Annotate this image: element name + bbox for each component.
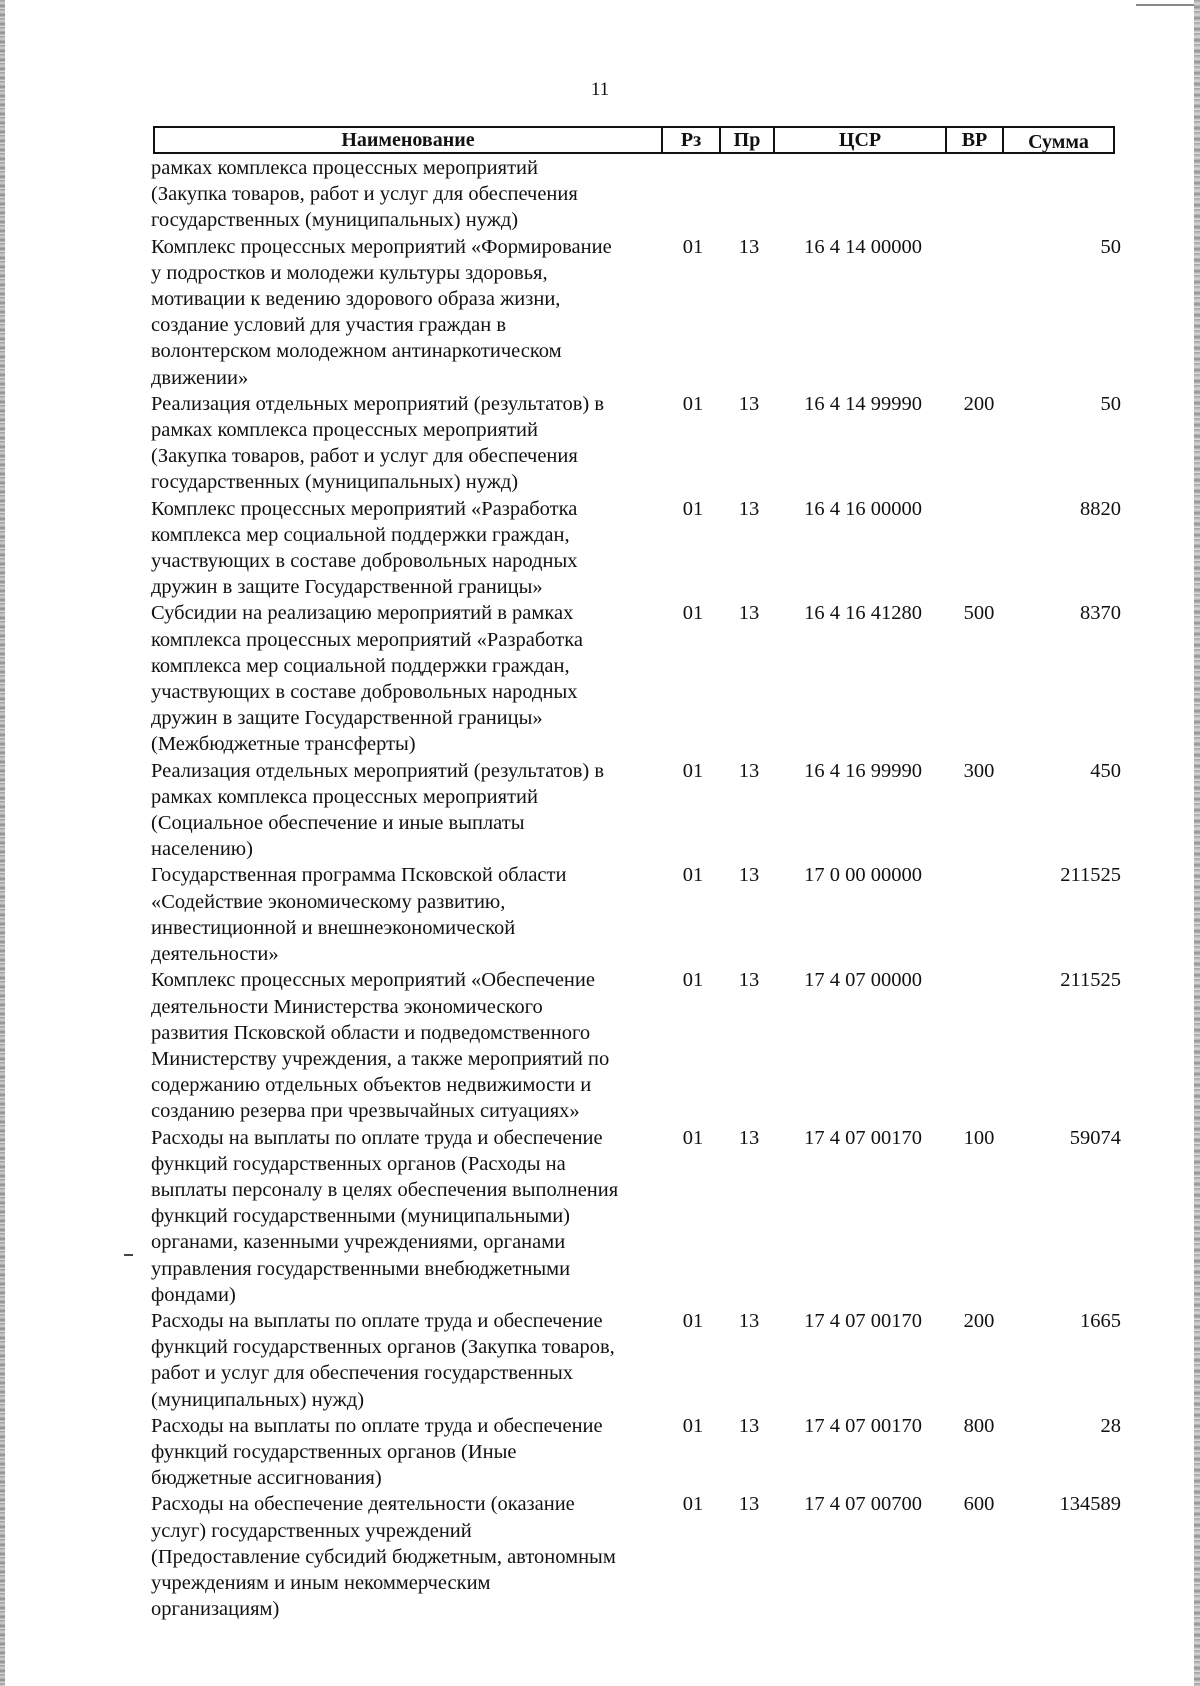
table-row	[151, 1308, 1121, 1413]
row-sum: 450	[1090, 759, 1121, 782]
row-rz: 01	[682, 497, 704, 520]
row-csr: 17 4 07 00000	[804, 969, 922, 992]
row-pr: 13	[738, 1493, 760, 1516]
row-sum: 1665	[1080, 1309, 1121, 1332]
row-rz: 01	[682, 759, 704, 782]
table-row	[151, 234, 1121, 391]
row-pr: 13	[738, 1309, 760, 1332]
row-vr: 200	[963, 1309, 995, 1332]
row-rz: 01	[682, 392, 704, 415]
row-sum: 59074	[1069, 1126, 1121, 1149]
row-csr: 16 4 16 00000	[804, 497, 922, 520]
table-row	[151, 496, 1121, 601]
row-name: Реализация отдельных мероприятий (результатов) в рамках комплекса процессных мероприятий (Социальное обеспечение и иные выплаты населению)	[151, 759, 605, 861]
table-row	[151, 1125, 1121, 1308]
row-rz: 01	[682, 1493, 704, 1516]
row-rz: 01	[682, 602, 704, 625]
table-row	[151, 967, 1121, 1124]
row-csr: 17 4 07 00170	[804, 1126, 922, 1149]
row-name: Комплекс процессных мероприятий «Формирование у подростков и молодежи культуры здоровья, мотивации к ведению здорового образа жизни, создание условий для участия граждан в волонтерском молодежном антинаркотическом движении»	[151, 235, 612, 389]
row-sum: 211525	[1060, 969, 1121, 992]
row-pr: 13	[738, 864, 760, 887]
row-name: Расходы на выплаты по оплате труда и обеспечение функций государственных органов (Закупка товаров, работ и услуг для обеспечения государственных (муниципальных) нужд)	[151, 1309, 615, 1411]
row-name: Субсидии на реализацию мероприятий в рамках комплекса процессных мероприятий «Разработка комплекса мер социальной поддержки граждан, участвующих в составе добровольных народных дружин в защите Государственной границы» (Межбюджетные трансферты)	[151, 602, 583, 756]
row-sum: 50	[1100, 235, 1121, 258]
header-csr: ЦСР	[775, 128, 947, 152]
row-sum: 211525	[1060, 864, 1121, 887]
row-vr: 300	[963, 759, 995, 782]
row-pr: 13	[738, 497, 760, 520]
row-csr: 16 4 14 99990	[804, 392, 922, 415]
header-name: Наименование	[155, 128, 663, 152]
row-rz: 01	[682, 969, 704, 992]
row-sum: 28	[1100, 1414, 1121, 1437]
row-csr: 17 0 00 00000	[804, 864, 922, 887]
header-vr: ВР	[947, 128, 1004, 152]
row-sum: 8820	[1080, 497, 1121, 520]
row-vr: 800	[963, 1414, 995, 1437]
row-sum: 8370	[1080, 602, 1121, 625]
row-name: Комплекс процессных мероприятий «Разработка комплекса мер социальной поддержки граждан, участвующих в составе добровольных народных дружин в защите Государственной границы»	[151, 497, 578, 599]
scan-edge-mark	[1136, 4, 1194, 6]
table-row	[151, 1491, 1121, 1622]
row-name: рамках комплекса процессных мероприятий (Закупка товаров, работ и услуг для обеспечения государственных (муниципальных) нужд)	[151, 157, 578, 232]
table-row	[151, 155, 1121, 234]
row-name: Государственная программа Псковской области «Содействие экономическому развитию, инвестиционной и внешнеэкономической деятельности»	[151, 864, 567, 966]
row-pr: 13	[738, 392, 760, 415]
row-vr: 200	[963, 392, 995, 415]
row-sum: 134589	[1059, 1493, 1121, 1516]
scan-stray-mark	[124, 1254, 133, 1256]
page-number: 11	[590, 79, 610, 100]
row-vr: 500	[963, 602, 995, 625]
table-row	[151, 1413, 1121, 1492]
row-pr: 13	[738, 235, 760, 258]
row-rz: 01	[682, 235, 704, 258]
scan-edge-right	[1194, 0, 1200, 1686]
row-sum: 50	[1100, 392, 1121, 415]
row-rz: 01	[682, 1309, 704, 1332]
table-row	[151, 758, 1121, 863]
header-pr: Пр	[721, 128, 775, 152]
row-rz: 01	[682, 864, 704, 887]
row-name: Расходы на выплаты по оплате труда и обеспечение функций государственных органов (Иные бюджетные ассигнования)	[151, 1414, 603, 1490]
row-pr: 13	[738, 759, 760, 782]
row-pr: 13	[738, 969, 760, 992]
table-row	[151, 391, 1121, 496]
header-rz: Рз	[663, 128, 721, 152]
row-csr: 16 4 14 00000	[804, 235, 922, 258]
row-csr: 16 4 16 41280	[804, 602, 922, 625]
table-row	[151, 600, 1121, 757]
row-rz: 01	[682, 1126, 704, 1149]
row-pr: 13	[738, 1126, 760, 1149]
table-row	[151, 862, 1121, 967]
row-pr: 13	[738, 602, 760, 625]
row-pr: 13	[738, 1414, 760, 1437]
row-rz: 01	[682, 1414, 704, 1437]
table-header	[153, 126, 1115, 154]
row-vr: 100	[963, 1126, 995, 1149]
row-csr: 17 4 07 00170	[804, 1414, 922, 1437]
row-csr: 17 4 07 00170	[804, 1309, 922, 1332]
header-sum: Сумма	[1028, 131, 1089, 153]
row-name: Комплекс процессных мероприятий «Обеспечение деятельности Министерства экономического развития Псковской области и подведомственного Министерству учреждения, а также мероприятий по содержанию отдельных объектов недвижимости и созданию резерва при чрезвычайных ситуациях»	[151, 969, 610, 1123]
scan-edge-left	[0, 0, 5, 1686]
table-body	[151, 155, 1121, 1622]
row-name: Реализация отдельных мероприятий (результатов) в рамках комплекса процессных мероприятий (Закупка товаров, работ и услуг для обеспечения государственных (муниципальных) нужд)	[151, 392, 605, 494]
row-name: Расходы на обеспечение деятельности (оказание услуг) государственных учреждений (Предоставление субсидий бюджетным, автономным учреждениям и иным некоммерческим организациям)	[151, 1493, 616, 1621]
row-csr: 17 4 07 00700	[804, 1493, 922, 1516]
row-vr: 600	[963, 1493, 995, 1516]
row-csr: 16 4 16 99990	[804, 759, 922, 782]
row-name: Расходы на выплаты по оплате труда и обеспечение функций государственных органов (Расходы на выплаты персоналу в целях обеспечения выполнения функций государственными (муниципальными) органами, казенными учреждениями, органами управления государственными внебюджетными фондами)	[151, 1126, 619, 1306]
